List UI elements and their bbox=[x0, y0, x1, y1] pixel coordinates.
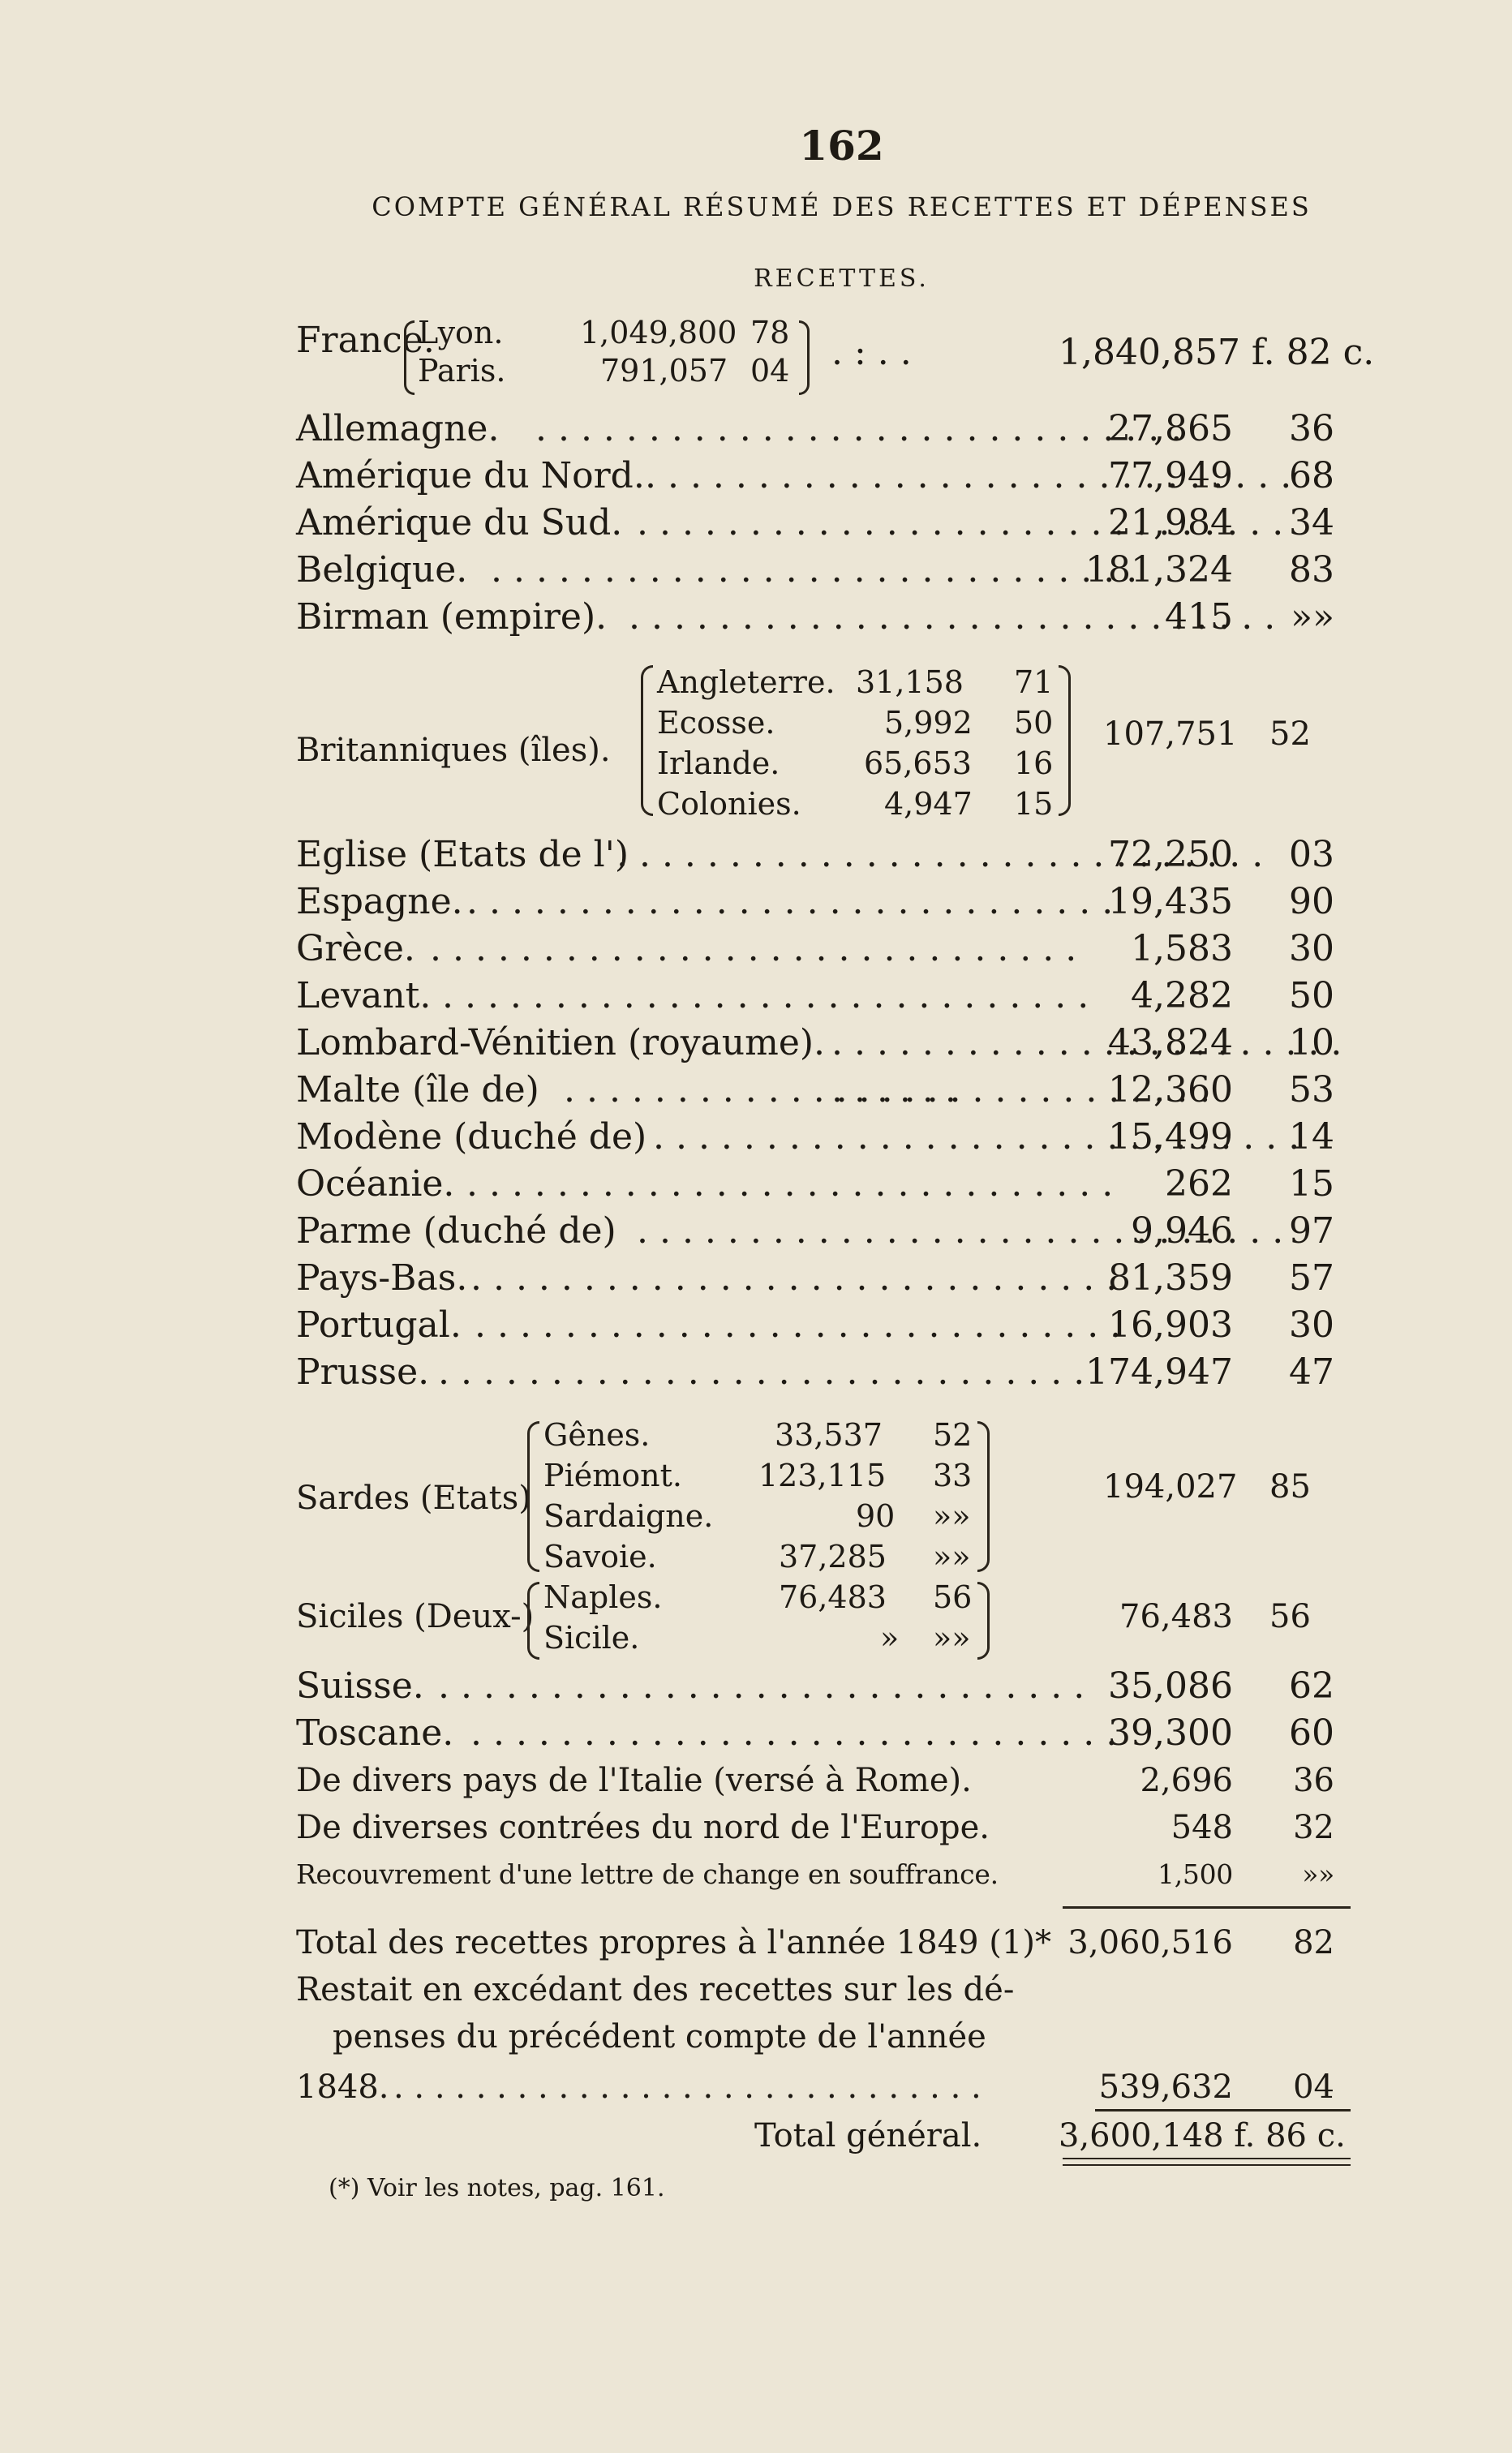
row-cents: 60 bbox=[1289, 1712, 1334, 1754]
row-cents: 83 bbox=[1289, 549, 1334, 591]
france-sub-amount: 791,057 bbox=[600, 353, 728, 389]
footnote: (*) Voir les notes, pag. 161. bbox=[329, 2174, 665, 2202]
siciles-amount: 76,483 bbox=[1119, 1598, 1233, 1635]
row-cents: 32 bbox=[1293, 1809, 1334, 1846]
table-row bbox=[296, 1663, 1351, 1710]
row-label: Espagne. bbox=[296, 881, 463, 922]
row-amount: 16,903 bbox=[1108, 1304, 1233, 1346]
page-title: COMPTE GÉNÉRAL RÉSUMÉ DES RECETTES ET DÉPENSES bbox=[372, 191, 1312, 222]
britanniques-sub-name: Colonies. bbox=[657, 786, 801, 822]
row-amount: 35,086 bbox=[1108, 1665, 1233, 1707]
sardes-sub-amount: 90 bbox=[856, 1498, 896, 1534]
sardes-sub-cents: »» bbox=[933, 1539, 971, 1574]
britanniques-sub-cents: 50 bbox=[1014, 705, 1054, 741]
table-row bbox=[296, 831, 1351, 879]
britanniques-cents: 52 bbox=[1269, 715, 1311, 753]
table-row bbox=[296, 1161, 1351, 1208]
sardes-sub-amount: 123,115 bbox=[758, 1458, 887, 1493]
britanniques-brace-right bbox=[1059, 665, 1071, 816]
britanniques-sub-name: Irlande. bbox=[657, 745, 780, 781]
sardes-sub-amount: 33,537 bbox=[775, 1417, 883, 1453]
row-cents: 53 bbox=[1289, 1069, 1334, 1111]
sardes-sub-cents: 52 bbox=[933, 1417, 973, 1453]
row-label: Parme (duché de) bbox=[296, 1210, 616, 1252]
france-dots: . : . . bbox=[831, 332, 912, 373]
france-sub-name: Paris. bbox=[418, 353, 506, 389]
row-cents: 50 bbox=[1289, 975, 1334, 1016]
sardes-sub-cents: »» bbox=[933, 1498, 971, 1534]
row-amount: 43,824 bbox=[1108, 1022, 1233, 1063]
leader-dots bbox=[393, 2064, 982, 2111]
row-label: Malte (île de) bbox=[296, 1069, 539, 1111]
row-label: De diverses contrées du nord de l'Europe. bbox=[296, 1809, 990, 1846]
total-amount: 3,060,516 bbox=[1067, 1924, 1233, 1961]
row-label: De divers pays de l'Italie (versé à Rome). bbox=[296, 1762, 972, 1799]
leader-dots bbox=[442, 973, 1089, 1020]
leader-dots bbox=[470, 1710, 1117, 1757]
row-amount: 81,359 bbox=[1108, 1257, 1233, 1299]
france-sub-cents: 78 bbox=[750, 315, 790, 350]
britanniques-sub-cents: 16 bbox=[1014, 745, 1054, 781]
row-amount: 4,282 bbox=[1131, 975, 1233, 1016]
table-row bbox=[296, 1067, 1351, 1114]
france-sub-name: Lyon. bbox=[418, 315, 504, 350]
britanniques-sub-amount: 65,653 bbox=[864, 745, 972, 781]
row-amount: 9,946 bbox=[1131, 1210, 1233, 1252]
siciles-brace-right bbox=[977, 1582, 990, 1660]
leader-dots bbox=[438, 1349, 1085, 1396]
row-label: Pays-Bas. bbox=[296, 1257, 468, 1299]
france-brace bbox=[404, 320, 415, 395]
row-label: Allemagne. bbox=[296, 408, 500, 449]
siciles-sub-name: Sicile. bbox=[543, 1620, 640, 1656]
total-row bbox=[296, 1919, 1351, 1966]
section-subtitle: RECETTES. bbox=[754, 264, 930, 293]
total-cents: 82 bbox=[1293, 1924, 1334, 1961]
sardes-sub-name: Sardaigne. bbox=[543, 1498, 714, 1534]
siciles-brace bbox=[527, 1582, 539, 1660]
row-label: Toscane. bbox=[296, 1712, 454, 1754]
table-row bbox=[296, 547, 1351, 594]
britanniques-sub-amount: 4,947 bbox=[884, 786, 973, 822]
row-cents: 10 bbox=[1289, 1022, 1334, 1063]
france-brace-right bbox=[799, 320, 810, 395]
row-amount: 1,500 bbox=[1158, 1858, 1233, 1890]
general-total: 3,600,148 f. 86 c. bbox=[1059, 2117, 1346, 2154]
total-label: Total des recettes propres à l'année 1849 (1)* bbox=[296, 1924, 1051, 1961]
double-rule bbox=[1063, 2158, 1351, 2159]
leader-dots bbox=[491, 547, 1137, 594]
row-label: Suisse. bbox=[296, 1665, 424, 1707]
row-amount: 15,499 bbox=[1108, 1116, 1233, 1158]
row-label: Belgique. bbox=[296, 549, 468, 591]
britanniques-sub-cents: 15 bbox=[1014, 786, 1054, 822]
total-rule bbox=[1063, 1906, 1351, 1909]
row-cents: 90 bbox=[1289, 881, 1334, 922]
table-row bbox=[296, 1804, 1351, 1851]
leader-dots bbox=[470, 1255, 1117, 1302]
france-sub-cents: 04 bbox=[750, 353, 790, 389]
leader-dots bbox=[430, 926, 1076, 973]
row-cents: 97 bbox=[1289, 1210, 1334, 1252]
row-cents: 30 bbox=[1289, 928, 1334, 969]
sardes-brace-right bbox=[977, 1421, 990, 1572]
sardes-label: Sardes (Etats) bbox=[296, 1480, 531, 1517]
table-row bbox=[296, 1114, 1351, 1161]
britanniques-sub-amount: 5,992 bbox=[884, 705, 973, 741]
row-amount: 72,250 bbox=[1108, 834, 1233, 875]
table-row bbox=[296, 500, 1351, 547]
row-label: Recouvrement d'une lettre de change en souffrance. bbox=[296, 1858, 999, 1890]
restait-amount: 539,632 bbox=[1098, 2069, 1233, 2106]
row-amount: 77,949 bbox=[1108, 455, 1233, 496]
table-row bbox=[296, 973, 1351, 1020]
siciles-sub-name: Naples. bbox=[543, 1579, 663, 1615]
row-cents: 36 bbox=[1293, 1762, 1334, 1799]
siciles-sub-cents: 56 bbox=[933, 1579, 973, 1615]
leader-dots bbox=[475, 1302, 1121, 1349]
row-label: Portugal. bbox=[296, 1304, 462, 1346]
table-row bbox=[296, 1208, 1351, 1255]
row-cents: 03 bbox=[1289, 834, 1334, 875]
sardes-cents: 85 bbox=[1269, 1468, 1311, 1506]
britanniques-sub-amount: 31,158 bbox=[856, 664, 964, 700]
row-amount: 262 bbox=[1165, 1163, 1233, 1205]
row-cents: 62 bbox=[1289, 1665, 1334, 1707]
sardes-sub-name: Piémont. bbox=[543, 1458, 682, 1493]
restait-line: penses du précédent compte de l'année bbox=[333, 2018, 986, 2056]
row-label: Prusse. bbox=[296, 1351, 430, 1393]
row-cents: 15 bbox=[1289, 1163, 1334, 1205]
row-amount: 548 bbox=[1171, 1809, 1233, 1846]
row-cents: 30 bbox=[1289, 1304, 1334, 1346]
table-row bbox=[296, 1020, 1351, 1067]
row-cents: »» bbox=[1302, 1858, 1334, 1890]
row-label: Océanie. bbox=[296, 1163, 455, 1205]
siciles-sub-cents: »» bbox=[933, 1620, 971, 1656]
sardes-brace bbox=[527, 1421, 539, 1572]
table-row bbox=[296, 926, 1351, 973]
britanniques-sub-cents: 71 bbox=[1014, 664, 1054, 700]
sardes-sub-cents: 33 bbox=[933, 1458, 973, 1493]
row-cents: 36 bbox=[1289, 408, 1334, 449]
sardes-sub-amount: 37,285 bbox=[779, 1539, 887, 1574]
row-label: Levant. bbox=[296, 975, 432, 1016]
britanniques-brace bbox=[641, 665, 653, 816]
row-amount: 2,696 bbox=[1140, 1762, 1233, 1799]
row-label: Birman (empire). bbox=[296, 596, 608, 638]
row-amount: 19,435 bbox=[1108, 881, 1233, 922]
row-amount: 12,360 bbox=[1108, 1069, 1233, 1111]
row-label: Amérique du Nord. bbox=[296, 455, 645, 496]
sardes-sub-name: Savoie. bbox=[543, 1539, 657, 1574]
row-label: Lombard-Vénitien (royaume). bbox=[296, 1022, 826, 1063]
row-cents: 68 bbox=[1289, 455, 1334, 496]
britanniques-sub-name: Ecosse. bbox=[657, 705, 775, 741]
row-label: Modène (duché de) bbox=[296, 1116, 647, 1158]
row-label: Amérique du Sud. bbox=[296, 502, 623, 543]
leader-dots bbox=[466, 1161, 1113, 1208]
britanniques-sub-name: Angleterre. bbox=[657, 664, 835, 700]
row-cents: 47 bbox=[1289, 1351, 1334, 1393]
restait-row bbox=[296, 2064, 1351, 2111]
britanniques-label: Britanniques (îles). bbox=[296, 732, 611, 769]
france-sub-amount: 1,049,800 bbox=[580, 315, 737, 350]
table-row bbox=[296, 453, 1351, 500]
page-number: 162 bbox=[799, 122, 884, 170]
row-amount: 39,300 bbox=[1108, 1712, 1233, 1754]
row-cents: 14 bbox=[1289, 1116, 1334, 1158]
general-label: Total général. bbox=[754, 2117, 982, 2154]
britanniques-amount: 107,751 bbox=[1103, 715, 1238, 753]
leader-dots bbox=[438, 1663, 1085, 1710]
double-rule bbox=[1063, 2164, 1351, 2166]
row-cents: »» bbox=[1291, 596, 1334, 638]
table-row bbox=[296, 1851, 1351, 1898]
restait-cents: 04 bbox=[1293, 2069, 1334, 2106]
table-row bbox=[296, 406, 1351, 453]
row-amount: 27,865 bbox=[1108, 408, 1233, 449]
restait-line: Restait en excédant des recettes sur les dé- bbox=[296, 1971, 1015, 2008]
table-row bbox=[296, 879, 1351, 926]
row-cents: 34 bbox=[1289, 502, 1334, 543]
leader-dots bbox=[466, 879, 1113, 926]
sardes-sub-name: Gênes. bbox=[543, 1417, 651, 1453]
row-amount: 181,324 bbox=[1085, 549, 1233, 591]
sardes-amount: 194,027 bbox=[1103, 1468, 1238, 1506]
row-amount: 1,583 bbox=[1131, 928, 1233, 969]
table-row bbox=[296, 1349, 1351, 1396]
restait-year: 1848. bbox=[296, 2069, 389, 2106]
row-amount: 174,947 bbox=[1085, 1351, 1233, 1393]
table-row bbox=[296, 1255, 1351, 1302]
siciles-cents: 56 bbox=[1269, 1598, 1311, 1635]
row-amount: 415 bbox=[1165, 596, 1233, 638]
table-row bbox=[296, 1710, 1351, 1757]
leader-dots bbox=[535, 406, 1182, 453]
table-row bbox=[296, 1757, 1351, 1804]
france-total: 1,840,857 f. 82 c. bbox=[1059, 332, 1375, 373]
row-label: Eglise (Etats de l') bbox=[296, 834, 629, 875]
table-row bbox=[296, 594, 1351, 641]
table-row bbox=[296, 1302, 1351, 1349]
siciles-sub-amount: 76,483 bbox=[779, 1579, 887, 1615]
siciles-sub-amount: » bbox=[880, 1620, 900, 1656]
row-amount: 21,984 bbox=[1108, 502, 1233, 543]
france-label: France. bbox=[296, 320, 435, 361]
row-label: Grèce. bbox=[296, 928, 415, 969]
row-cents: 57 bbox=[1289, 1257, 1334, 1299]
general-rule bbox=[1095, 2109, 1351, 2111]
siciles-label: Siciles (Deux-) bbox=[296, 1598, 535, 1635]
